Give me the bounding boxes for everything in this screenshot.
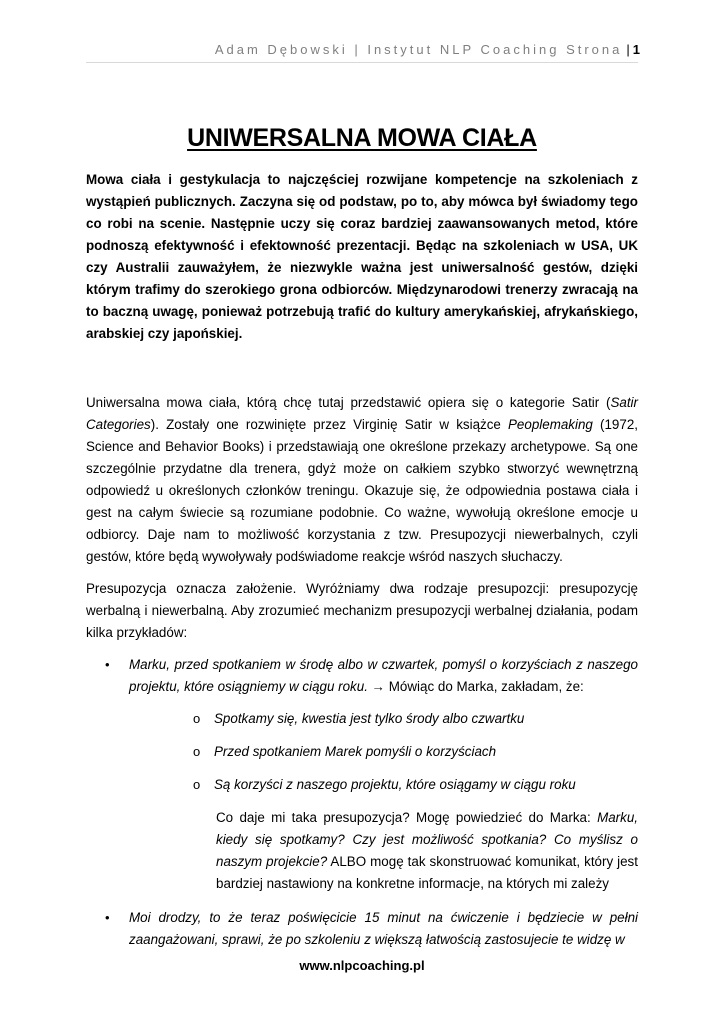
list-item [86,907,638,951]
list-item [129,774,638,796]
example-comment: Mówiąc do Marka, zakładam, że: [388,679,584,694]
paragraph-presupposition: Presupozycja oznacza założenie. Wyróżniamy dwa rodzaje presupozcji: presupozycję werbalną i niewerbalną. Aby zrozumieć mechanizm presupozycji werbalnej działania, podam kilka przykładów: [86,581,638,640]
satir-categories-term: Satir Categories [86,395,638,432]
header-text: Adam Dębowski | Instytut NLP Coaching Strona [214,42,623,57]
example-list [86,654,638,951]
sub-bullet-marker: o [193,777,201,792]
paragraph-satir-text-c: ). Zostały one rozwinięte przez Virginię Satir w książce [150,417,508,432]
page-header [215,42,640,57]
explanation-text-c: ALBO mogę tak skonstruować komunikat, który jest bardziej nastawiony na konkretne informacje, na których mi zależy [216,854,638,891]
explanation-quote: Marku, kiedy się spotkamy? Czy jest możliwość spotkania? Co myślisz o naszym projekcie? [216,810,638,869]
presupposition-explanation [216,807,638,895]
list-item [86,654,638,895]
lead-paragraph: Mowa ciała i gestykulacja to najczęściej rozwijane kompetencje na szkoleniach z wystąpień publicznych. Zaczyna się od podstaw, po to, aby mówca był świadomy tego co robi na scenie. Następnie uczy się coraz bardziej zaawansowanych metod, które podnoszą efektywność i efektowność prezentacji. Będąc na szkoleniach w USA, UK czy Australii zauważyłem, że niezwykle ważna jest uniwersalność gestów, dzięki którym trafimy do szerokiego grona odbiorców. Międzynarodowi trenerzy zwracają na to baczną uwagę, ponieważ potrzebują trafić do kultury amerykańskiej, afrykańskiego, arabskiej czy japońskiej. [86,172,638,341]
sub-bullet-marker: o [193,711,201,726]
document-body [86,124,638,951]
assumption-text: Są korzyści z naszego projektu, które osiągamy w ciągu roku [214,777,576,792]
list-item [129,708,638,730]
example-quote: Marku, przed spotkaniem w środę albo w czwartek, pomyśl o korzyściach z naszego projektu, które osiągniemy w ciągu roku. [129,657,638,694]
header-divider [86,62,638,63]
explanation-text-a: Co daje mi taka presupozycja? Mogę powiedzieć do Marka: [216,810,598,825]
page-footer: www.nlpcoaching.pl [299,958,425,973]
assumption-list [129,708,638,796]
assumption-text: Przed spotkaniem Marek pomyśli o korzyściach [214,744,497,759]
bullet-marker: • [105,910,110,925]
arrow-right-icon: → [371,679,386,694]
list-item [129,741,638,763]
paragraph-satir-text-e: (1972, Science and Behavior Books) i przedstawiają one określone przekazy archetypowe. Są one szczególnie przydatne dla trenera, gdyż może on całkiem szybko stworzyć wewnętrzną odpowiedź u określonych członków treningu. Okazuje się, że odpowiednia postawa ciała i gest na całym świecie są rozumiane podobnie. Co ważne, wywołują określone emocje u odbiorcy. Daje nam to możliwość korzystania z tzw. Presupozycji niewerbalnych, czyli gestów, które będą wywoływały podświadome reakcje wśród naszych słuchaczy. [86,417,638,564]
page-number: 1 [632,42,640,57]
header-separator: | [626,42,630,57]
document-title: UNIWERSALNA MOWA CIAŁA [187,124,537,152]
peoplemaking-title: Peoplemaking [508,417,593,432]
paragraph-satir [86,392,638,568]
bullet-marker: • [105,657,110,672]
assumption-text: Spotkamy się, kwestia jest tylko środy albo czwartku [214,711,525,726]
example-quote: Moi drodzy, to że teraz poświęcicie 15 minut na ćwiczenie i będziecie w pełni zaangażowani, sprawi, że po szkoleniu z większą łatwością zastosujecie te widzę w [129,910,638,947]
paragraph-satir-text-a: Uniwersalna mowa ciała, którą chcę tutaj przedstawić opiera się o kategorie Satir ( [86,395,611,410]
sub-bullet-marker: o [193,744,201,759]
